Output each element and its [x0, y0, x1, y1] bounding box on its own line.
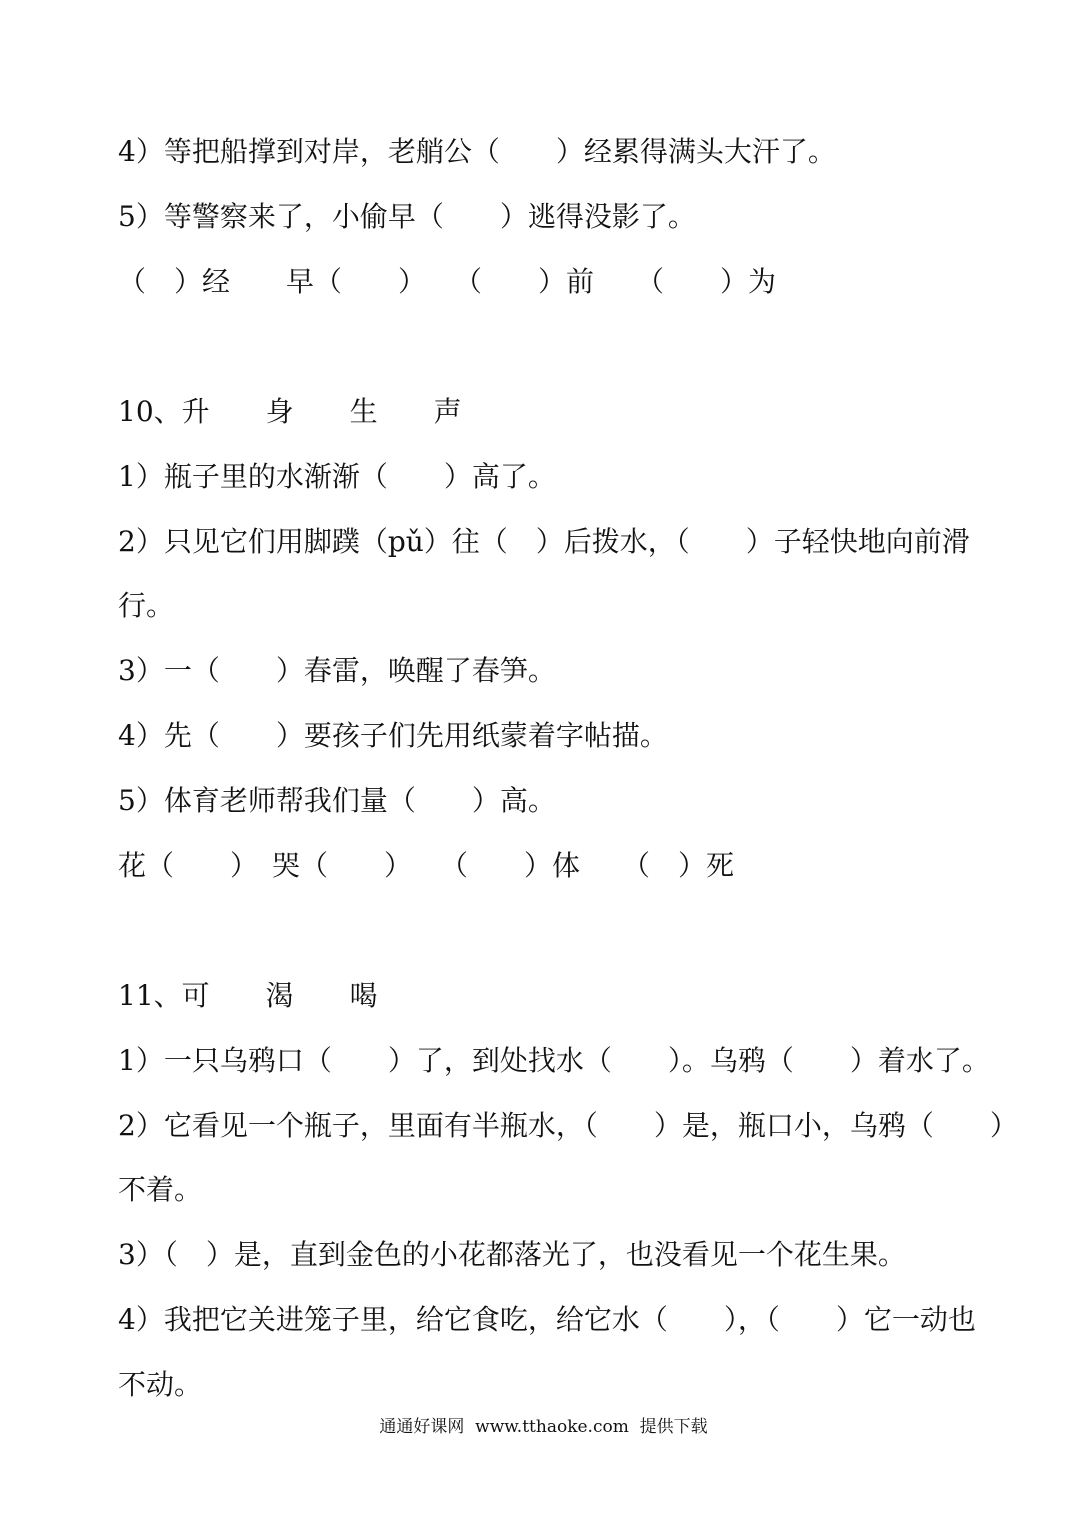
q10-item-4: 4）先（ ）要孩子们先用纸蒙着字帖描。 — [118, 719, 668, 752]
q10-heading: 10、升 身 生 声 — [118, 395, 462, 428]
q10-word-blanks: 花（ ） 哭（ ） （ ）体 （ ）死 — [118, 849, 735, 882]
q10-item-5: 5）体育老师帮我们量（ ）高。 — [118, 784, 556, 817]
page-footer: 通通好课网 www.tthaoke.com 提供下载 — [379, 1417, 708, 1437]
q9-item-5: 5）等警察来了，小偷早（ ）逃得没影了。 — [118, 200, 696, 233]
q11-item-4: 4）我把它关进笼子里，给它食吃，给它水（ ），（ ）它一动也 — [118, 1303, 976, 1336]
q10-item-2: 2）只见它们用脚蹼（pǔ）往（ ）后拨水，（ ）子轻快地向前滑 — [118, 525, 970, 558]
q11-item-2: 2）它看见一个瓶子，里面有半瓶水，（ ）是，瓶口小，乌鸦（ ） — [118, 1109, 1018, 1142]
q11-item-4-cont: 不动。 — [118, 1368, 203, 1401]
q11-heading: 11、可 渴 喝 — [118, 979, 378, 1012]
q9-item-4: 4）等把船撑到对岸，老艄公（ ）经累得满头大汗了。 — [118, 135, 836, 168]
q11-item-1: 1）一只乌鸦口（ ）了，到处找水（ ）。乌鸦（ ）着水了。 — [118, 1044, 990, 1077]
q10-item-2-cont: 行。 — [118, 589, 175, 622]
q10-item-3: 3）一（ ）春雷，唤醒了春笋。 — [118, 654, 556, 687]
q10-item-1: 1）瓶子里的水渐渐（ ）高了。 — [118, 460, 556, 493]
q11-item-3: 3）（ ）是，直到金色的小花都落光了，也没看见一个花生果。 — [118, 1238, 906, 1271]
q11-item-2-cont: 不着。 — [118, 1173, 203, 1206]
q9-word-blanks: （ ）经 早（ ） （ ）前 （ ）为 — [118, 265, 777, 298]
